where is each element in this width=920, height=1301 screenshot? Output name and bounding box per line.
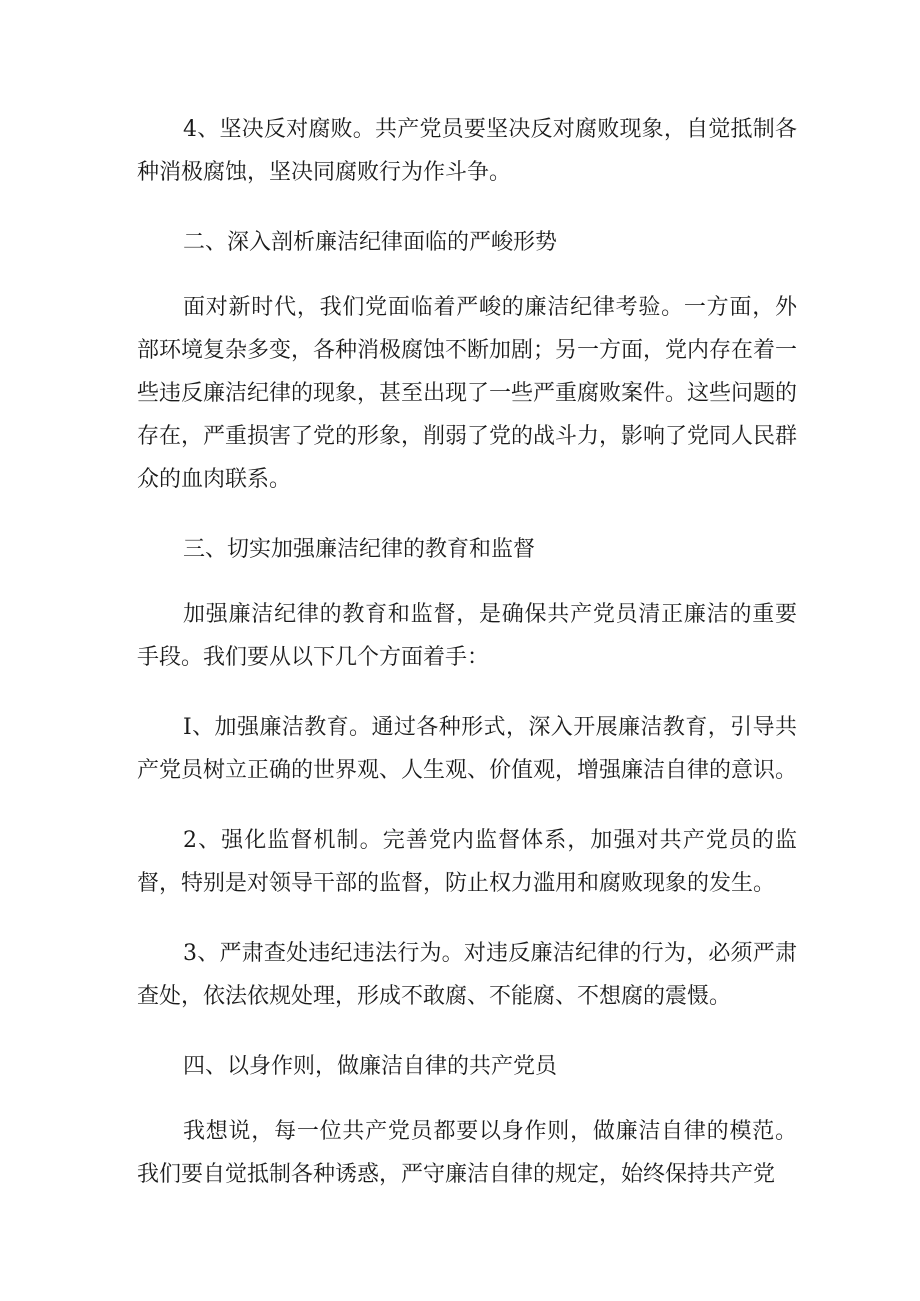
section-heading-3: 三、切实加强廉洁纪律的教育和监督 xyxy=(183,537,536,562)
list-item-4: 4、坚决反对腐败。共产党员要坚决反对腐败现象，自觉抵制各种消极腐蚀，坚决同腐败行为作斗争。 xyxy=(137,117,797,185)
section-paragraph-3: 加强廉洁纪律的教育和监督，是确保共产党员清正廉洁的重要手段。我们要从以下几个方面着手： xyxy=(137,602,797,670)
section-heading-2: 二、深入剖析廉洁纪律面临的严峻形势 xyxy=(183,230,558,255)
list-item-3-2: 2、强化监督机制。完善党内监督体系，加强对共产党员的监督，特别是对领导干部的监督，防止权力滥用和腐败现象的发生。 xyxy=(137,828,797,896)
list-item-3-3: 3、严肃查处违纪违法行为。对违反廉洁纪律的行为，必须严肃查处，依法依规处理，形成不敢腐、不能腐、不想腐的震慑。 xyxy=(137,941,797,1009)
section-paragraph-4: 我想说，每一位共产党员都要以身作则，做廉洁自律的模范。我们要自觉抵制各种诱惑，严守廉洁自律的规定，始终保持共产党 xyxy=(137,1119,797,1187)
section-paragraph-2: 面对新时代，我们党面临着严峻的廉洁纪律考验。一方面，外部环境复杂多变，各种消极腐蚀不断加剧；另一方面，党内存在着一些违反廉洁纪律的现象，甚至出现了一些严重腐败案件。这些问题的存在，严重损害了党的形象，削弱了党的战斗力，影响了党同人民群众的血肉联系。 xyxy=(137,295,798,492)
document-body xyxy=(137,108,797,1196)
list-item-3-1: I、加强廉洁教育。通过各种形式，深入开展廉洁教育，引导共产党员树立正确的世界观、人生观、价值观，增强廉洁自律的意识。 xyxy=(137,715,798,783)
section-heading-4: 四、以身作则，做廉洁自律的共产党员 xyxy=(183,1054,558,1079)
